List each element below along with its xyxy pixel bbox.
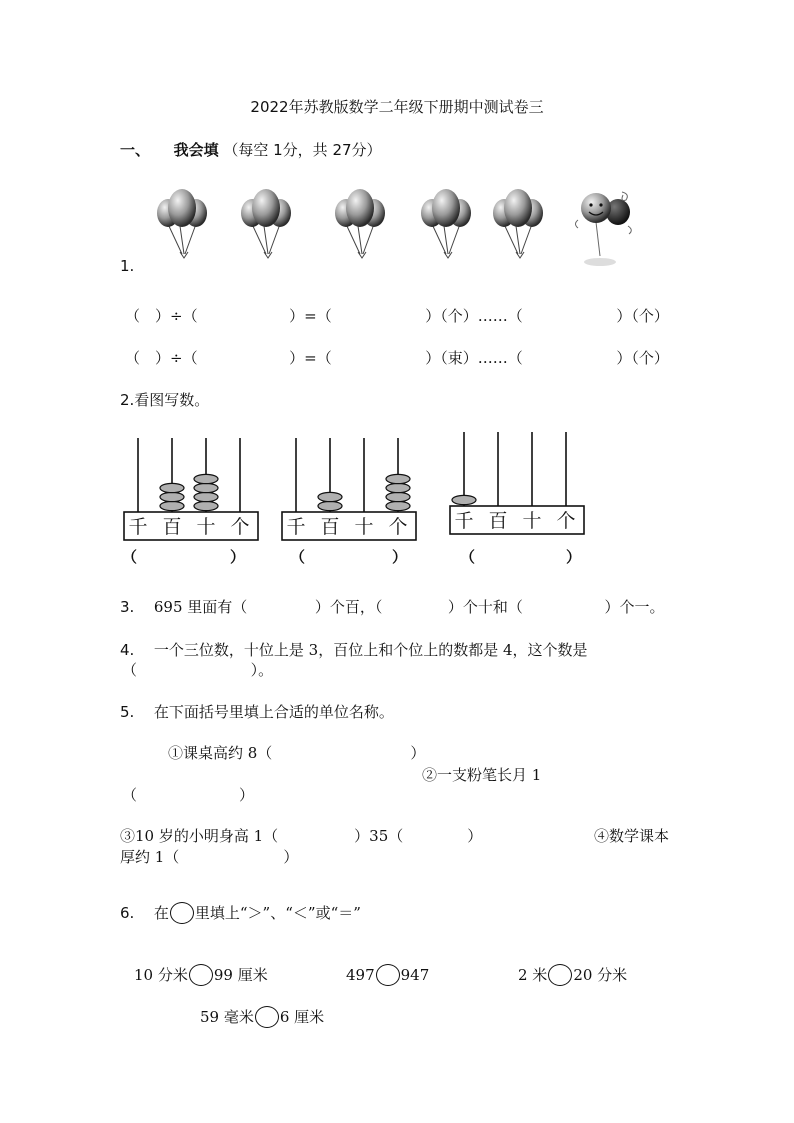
q5-item-3-mid: ）35（ — [354, 827, 404, 845]
q1-number: 1. — [120, 257, 135, 275]
section-heading — [120, 139, 382, 160]
q4-line-2 — [122, 659, 273, 680]
q5-item-2-bracket — [122, 784, 254, 805]
abacus-1-place-label: 百 — [162, 516, 182, 538]
balloon-bunch-3 — [335, 189, 385, 258]
q4-number: 4. — [120, 641, 135, 659]
q5-item-3-close: ） — [467, 827, 483, 845]
abacus-2-bead — [386, 492, 410, 501]
q5-text: 在下面括号里填上合适的单位名称。 — [153, 703, 394, 721]
comparison-4[interactable] — [200, 1006, 324, 1028]
comparison-2[interactable] — [346, 964, 429, 986]
abacus-2-place-label: 百 — [320, 516, 340, 538]
abacus-3-place-label: 千 — [454, 510, 474, 532]
abacus-2-bead — [318, 501, 342, 510]
q1-line-2 — [125, 347, 669, 368]
q3-part-d: ）个一。 — [604, 598, 665, 616]
comparison-2-left: 497 — [346, 966, 375, 984]
abacus-2-answer-close: ） — [392, 548, 408, 566]
q5-item-1-text: ①课桌高约 8（ — [168, 744, 273, 762]
comparison-1-left: 10 分米 — [134, 966, 188, 984]
balloon-bunch-1 — [157, 189, 207, 258]
abacus-3-answer-open: （ — [460, 548, 476, 566]
q4-bracket-close: ）。 — [250, 661, 274, 679]
page-title: 2022年苏教版数学二年级下册期中测试卷三 — [250, 98, 544, 116]
comparison-3-circle-icon[interactable] — [548, 964, 572, 986]
balloon-bunch-4 — [421, 189, 471, 258]
q3-number: 3. — [120, 598, 135, 616]
comparison-4-left: 59 毫米 — [200, 1008, 254, 1026]
section-score-note: （每空 1分，共 27分） — [223, 141, 382, 159]
abacus-2-place-label: 个 — [388, 516, 408, 538]
q5-item-3 — [120, 825, 482, 846]
abacus-1-bead — [160, 501, 184, 510]
comparison-1-circle-icon[interactable] — [189, 964, 213, 986]
q1-l2-unit-remainder: ）（束）……（ — [425, 349, 523, 367]
abacus-2-bead — [386, 501, 410, 510]
abacus-diagram — [118, 430, 598, 570]
q5-line — [120, 701, 394, 722]
q3-part-b: ）个百，（ — [314, 598, 383, 616]
abacus-2-bead — [318, 492, 342, 501]
q1-l1-unit-end: ）（个） — [616, 307, 669, 325]
smiley-balloon-icon — [576, 192, 632, 266]
q1-l2-quotient-open: ）=（ — [289, 349, 332, 367]
comparison-2-right: 947 — [400, 966, 430, 984]
abacus-3 — [450, 432, 584, 534]
abacus-1-bead — [160, 492, 184, 501]
comparison-3-left: 2 米 — [518, 966, 548, 984]
q1-l1-unit-remainder: ）（个）……（ — [425, 307, 523, 325]
answer-circle-icon — [170, 902, 194, 924]
abacus-2 — [282, 438, 416, 540]
q5-item-2-open: （ — [122, 786, 138, 804]
q1-line-1 — [125, 305, 669, 326]
comparison-1-right: 99 厘米 — [213, 966, 268, 984]
q3-part-a: 695 里面有（ — [153, 598, 248, 616]
abacus-1-bead — [160, 483, 184, 492]
q3-part-c: ）个十和（ — [447, 598, 523, 616]
abacus-1-bead — [194, 501, 218, 510]
q5-item-1 — [168, 742, 425, 763]
abacus-1-bead — [194, 483, 218, 492]
abacus-1 — [124, 438, 258, 540]
q1-l1-dividend-divisor: （ ）÷（ — [125, 307, 198, 325]
q6-text-a: 在 — [153, 904, 169, 922]
abacus-1-place-label: 十 — [196, 516, 216, 538]
abacus-3-place-label: 十 — [522, 510, 542, 532]
q5-item-1-close: ） — [410, 744, 426, 762]
abacus-3-place-label: 百 — [488, 510, 508, 532]
abacus-2-place-label: 十 — [354, 516, 374, 538]
q1-l2-unit-end: ）（个） — [616, 349, 669, 367]
q5-item-3-text: ③10 岁的小明身高 1（ — [120, 827, 279, 845]
abacus-1-answer-close: ） — [230, 548, 246, 566]
abacus-1-bead — [194, 492, 218, 501]
comparison-4-circle-icon[interactable] — [255, 1006, 279, 1028]
abacus-3-place-label: 个 — [556, 510, 576, 532]
section-number: 一、 — [120, 141, 151, 159]
abacus-1-place-label: 个 — [230, 516, 250, 538]
abacus-1-place-label: 千 — [128, 516, 148, 538]
abacus-2-bead — [386, 474, 410, 483]
q1-l1-quotient-open: ）=（ — [289, 307, 332, 325]
q5-item-4b-close: ） — [283, 848, 299, 866]
abacus-3-answer-close: ） — [566, 548, 582, 566]
q5-item-4: ④数学课本 — [594, 827, 670, 845]
balloons-picture — [150, 186, 670, 266]
comparison-3[interactable] — [518, 964, 627, 986]
q2-label: 2.看图写数。 — [120, 391, 210, 409]
abacus-2-answer-open: （ — [290, 548, 306, 566]
q6-number: 6. — [120, 904, 135, 922]
q6-line — [120, 902, 361, 924]
abacus-1-bead — [194, 474, 218, 483]
q5-item-4b-text: 厚约 1（ — [120, 848, 180, 866]
comparison-2-circle-icon[interactable] — [376, 964, 400, 986]
q1-l2-dividend-divisor: （ ）÷（ — [125, 349, 198, 367]
comparison-1[interactable] — [134, 964, 268, 986]
q5-item-4b — [120, 846, 298, 867]
q4-text: 一个三位数，十位上是 3，百位上和个位上的数都是 4，这个数是 — [153, 641, 588, 659]
q3-line — [120, 596, 665, 617]
q6-text-b: 里填上“＞”、“＜”或“＝” — [194, 904, 361, 922]
abacus-1-answer-open: （ — [122, 548, 138, 566]
abacus-3-bead — [452, 495, 476, 504]
q4-bracket-open: （ — [122, 661, 138, 679]
balloon-bunch-5 — [493, 189, 543, 258]
q5-number: 5. — [120, 703, 135, 721]
comparison-4-right: 6 厘米 — [279, 1008, 325, 1026]
abacus-2-bead — [386, 483, 410, 492]
q4-line-1 — [120, 639, 588, 660]
q5-item-2: ②一支粉笔长月 1 — [422, 766, 542, 784]
comparison-3-right: 20 分米 — [573, 966, 628, 984]
abacus-2-place-label: 千 — [286, 516, 306, 538]
section-title: 我会填 — [173, 141, 219, 159]
q5-item-2-close: ） — [239, 786, 255, 804]
balloon-bunch-2 — [241, 189, 291, 258]
